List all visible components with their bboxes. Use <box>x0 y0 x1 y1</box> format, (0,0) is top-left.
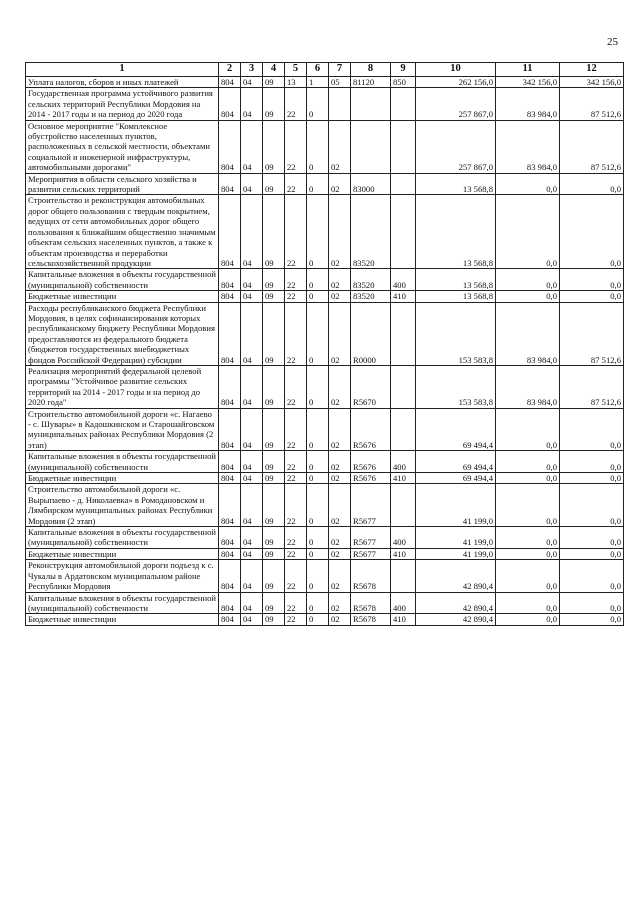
row-name-cell: Строительство автомобильной дороги «с. Вырыпаево - д. Николаевка» в Ромодановском и Лямбирском муниципальных районах Республики Мордовия (2 этап) <box>26 484 219 527</box>
expense-type-cell: 410 <box>391 548 416 559</box>
row-name-cell: Строительство и реконструкция автомобильных дорог общего пользования с твердым покрытием, ведущих от сети автомобильных дорог общего пользования к ближайшим общественно значимым объектам сельских населенных пунктов, а также к объектам производства и переработки сельскохозяйственной продукции <box>26 195 219 269</box>
activity-code-cell: 02 <box>329 560 351 592</box>
expense-type-cell <box>391 173 416 195</box>
amount-year3-cell: 87 512,6 <box>560 302 624 365</box>
subprogram-code-cell: 0 <box>307 473 329 484</box>
header-cell: 1 <box>26 63 219 77</box>
header-cell: 5 <box>285 63 307 77</box>
header-cell: 2 <box>219 63 241 77</box>
section-code-cell: 04 <box>241 173 263 195</box>
table-row <box>26 291 624 302</box>
header-cell: 11 <box>496 63 560 77</box>
row-name-cell: Капитальные вложения в объекты государственной (муниципальной) собственности <box>26 592 219 614</box>
table-row <box>26 451 624 473</box>
subsection-code-cell: 09 <box>263 560 285 592</box>
table-row <box>26 195 624 269</box>
activity-code-cell: 02 <box>329 120 351 173</box>
header-cell: 7 <box>329 63 351 77</box>
table-row <box>26 473 624 484</box>
section-code-cell: 04 <box>241 473 263 484</box>
section-code-cell: 04 <box>241 77 263 88</box>
row-name-cell: Бюджетные инвестиции <box>26 548 219 559</box>
amount-year3-cell: 87 512,6 <box>560 365 624 408</box>
activity-code-cell: 02 <box>329 365 351 408</box>
amount-year1-cell: 41 199,0 <box>416 548 496 559</box>
subprogram-code-cell: 0 <box>307 484 329 527</box>
amount-year1-cell: 257 867,0 <box>416 120 496 173</box>
table-row <box>26 560 624 592</box>
subsection-code-cell: 09 <box>263 473 285 484</box>
table-row <box>26 527 624 549</box>
program-code-cell: 22 <box>285 302 307 365</box>
program-code-cell: 22 <box>285 173 307 195</box>
ministry-code-cell: 804 <box>219 527 241 549</box>
amount-year2-cell: 0,0 <box>496 548 560 559</box>
amount-year1-cell: 42 890,4 <box>416 560 496 592</box>
subsection-code-cell: 09 <box>263 291 285 302</box>
ministry-code-cell: 804 <box>219 291 241 302</box>
ministry-code-cell: 804 <box>219 548 241 559</box>
amount-year3-cell: 0,0 <box>560 560 624 592</box>
header-cell: 12 <box>560 63 624 77</box>
subsection-code-cell: 09 <box>263 484 285 527</box>
header-cell: 8 <box>351 63 391 77</box>
activity-code-cell: 02 <box>329 269 351 291</box>
amount-year3-cell: 87 512,6 <box>560 88 624 120</box>
activity-code-cell: 02 <box>329 195 351 269</box>
expense-type-cell <box>391 120 416 173</box>
table-row <box>26 88 624 120</box>
activity-code-cell: 02 <box>329 592 351 614</box>
subprogram-code-cell: 0 <box>307 548 329 559</box>
amount-year1-cell: 13 568,8 <box>416 291 496 302</box>
program-code-cell: 22 <box>285 195 307 269</box>
program-code-cell: 22 <box>285 527 307 549</box>
section-code-cell: 04 <box>241 302 263 365</box>
ministry-code-cell: 804 <box>219 365 241 408</box>
amount-year1-cell: 13 568,8 <box>416 173 496 195</box>
subsection-code-cell: 09 <box>263 408 285 451</box>
header-cell: 9 <box>391 63 416 77</box>
section-code-cell: 04 <box>241 527 263 549</box>
amount-year1-cell: 262 156,0 <box>416 77 496 88</box>
amount-year3-cell: 0,0 <box>560 173 624 195</box>
direction-code-cell: R5677 <box>351 484 391 527</box>
table-row <box>26 365 624 408</box>
ministry-code-cell: 804 <box>219 451 241 473</box>
amount-year1-cell: 13 568,8 <box>416 269 496 291</box>
amount-year1-cell: 153 583,8 <box>416 365 496 408</box>
subsection-code-cell: 09 <box>263 173 285 195</box>
direction-code-cell: R0000 <box>351 302 391 365</box>
amount-year3-cell: 0,0 <box>560 451 624 473</box>
direction-code-cell: R5676 <box>351 473 391 484</box>
amount-year2-cell: 83 984,0 <box>496 120 560 173</box>
amount-year2-cell: 0,0 <box>496 451 560 473</box>
ministry-code-cell: 804 <box>219 614 241 625</box>
ministry-code-cell: 804 <box>219 484 241 527</box>
activity-code-cell: 02 <box>329 527 351 549</box>
expense-type-cell <box>391 195 416 269</box>
ministry-code-cell: 804 <box>219 592 241 614</box>
amount-year2-cell: 0,0 <box>496 527 560 549</box>
amount-year2-cell: 83 984,0 <box>496 302 560 365</box>
subprogram-code-cell: 0 <box>307 88 329 120</box>
amount-year1-cell: 42 890,4 <box>416 592 496 614</box>
program-code-cell: 22 <box>285 408 307 451</box>
row-name-cell: Капитальные вложения в объекты государственной (муниципальной) собственности <box>26 269 219 291</box>
activity-code-cell: 02 <box>329 614 351 625</box>
row-name-cell: Капитальные вложения в объекты государственной (муниципальной) собственности <box>26 451 219 473</box>
ministry-code-cell: 804 <box>219 120 241 173</box>
direction-code-cell: 83520 <box>351 269 391 291</box>
ministry-code-cell: 804 <box>219 88 241 120</box>
section-code-cell: 04 <box>241 484 263 527</box>
subsection-code-cell: 09 <box>263 77 285 88</box>
subsection-code-cell: 09 <box>263 269 285 291</box>
subprogram-code-cell: 0 <box>307 302 329 365</box>
program-code-cell: 13 <box>285 77 307 88</box>
program-code-cell: 22 <box>285 473 307 484</box>
amount-year2-cell: 0,0 <box>496 592 560 614</box>
ministry-code-cell: 804 <box>219 473 241 484</box>
amount-year3-cell: 0,0 <box>560 592 624 614</box>
section-code-cell: 04 <box>241 560 263 592</box>
ministry-code-cell: 804 <box>219 269 241 291</box>
amount-year3-cell: 342 156,0 <box>560 77 624 88</box>
amount-year1-cell: 153 583,8 <box>416 302 496 365</box>
amount-year1-cell: 257 867,0 <box>416 88 496 120</box>
expense-type-cell <box>391 408 416 451</box>
amount-year3-cell: 0,0 <box>560 269 624 291</box>
row-name-cell: Бюджетные инвестиции <box>26 291 219 302</box>
expense-type-cell <box>391 302 416 365</box>
program-code-cell: 22 <box>285 614 307 625</box>
expense-type-cell: 400 <box>391 592 416 614</box>
row-name-cell: Уплата налогов, сборов и иных платежей <box>26 77 219 88</box>
row-name-cell: Расходы республиканского бюджета Республики Мордовия, в целях софинансирования которых республиканскому бюджету Республики Мордовия предоставляются из федерального бюджета (бюджетов государственных внебюджетных фондов Российской Федерации) субсидии <box>26 302 219 365</box>
expense-type-cell: 410 <box>391 614 416 625</box>
activity-code-cell: 02 <box>329 302 351 365</box>
subprogram-code-cell: 0 <box>307 291 329 302</box>
subprogram-code-cell: 0 <box>307 451 329 473</box>
direction-code-cell: R5678 <box>351 592 391 614</box>
activity-code-cell <box>329 88 351 120</box>
amount-year2-cell: 0,0 <box>496 560 560 592</box>
expense-type-cell <box>391 484 416 527</box>
amount-year1-cell: 69 494,4 <box>416 408 496 451</box>
subsection-code-cell: 09 <box>263 120 285 173</box>
header-cell: 4 <box>263 63 285 77</box>
row-name-cell: Мероприятия в области сельского хозяйства и развития сельских территорий <box>26 173 219 195</box>
subprogram-code-cell: 0 <box>307 120 329 173</box>
expense-type-cell: 400 <box>391 451 416 473</box>
expense-type-cell <box>391 560 416 592</box>
table-header-row <box>26 63 624 77</box>
amount-year3-cell: 0,0 <box>560 614 624 625</box>
table-row <box>26 408 624 451</box>
direction-code-cell: R5670 <box>351 365 391 408</box>
section-code-cell: 04 <box>241 120 263 173</box>
table-row <box>26 77 624 88</box>
ministry-code-cell: 804 <box>219 77 241 88</box>
expense-type-cell <box>391 88 416 120</box>
subsection-code-cell: 09 <box>263 365 285 408</box>
direction-code-cell: R5677 <box>351 527 391 549</box>
subprogram-code-cell: 0 <box>307 269 329 291</box>
subsection-code-cell: 09 <box>263 614 285 625</box>
activity-code-cell: 02 <box>329 473 351 484</box>
subprogram-code-cell: 0 <box>307 527 329 549</box>
amount-year1-cell: 42 890,4 <box>416 614 496 625</box>
table-row <box>26 302 624 365</box>
table-row <box>26 614 624 625</box>
expense-type-cell <box>391 365 416 408</box>
amount-year3-cell: 0,0 <box>560 484 624 527</box>
direction-code-cell: 81120 <box>351 77 391 88</box>
amount-year1-cell: 13 568,8 <box>416 195 496 269</box>
amount-year2-cell: 0,0 <box>496 291 560 302</box>
row-name-cell: Строительство автомобильной дороги «с. Нагаево - с. Шувары» в Кадошкинском и Старошайговском муниципальных районах Республики Мордовия (2 этап) <box>26 408 219 451</box>
section-code-cell: 04 <box>241 592 263 614</box>
row-name-cell: Бюджетные инвестиции <box>26 473 219 484</box>
budget-table <box>25 62 624 626</box>
subsection-code-cell: 09 <box>263 195 285 269</box>
activity-code-cell: 02 <box>329 291 351 302</box>
amount-year2-cell: 342 156,0 <box>496 77 560 88</box>
activity-code-cell: 02 <box>329 548 351 559</box>
subsection-code-cell: 09 <box>263 548 285 559</box>
subsection-code-cell: 09 <box>263 88 285 120</box>
section-code-cell: 04 <box>241 408 263 451</box>
amount-year1-cell: 69 494,4 <box>416 473 496 484</box>
subprogram-code-cell: 0 <box>307 614 329 625</box>
table-row <box>26 592 624 614</box>
ministry-code-cell: 804 <box>219 408 241 451</box>
amount-year1-cell: 69 494,4 <box>416 451 496 473</box>
header-cell: 3 <box>241 63 263 77</box>
activity-code-cell: 02 <box>329 173 351 195</box>
expense-type-cell: 400 <box>391 269 416 291</box>
table-row <box>26 173 624 195</box>
row-name-cell: Бюджетные инвестиции <box>26 614 219 625</box>
amount-year1-cell: 41 199,0 <box>416 484 496 527</box>
section-code-cell: 04 <box>241 614 263 625</box>
subprogram-code-cell: 0 <box>307 365 329 408</box>
ministry-code-cell: 804 <box>219 195 241 269</box>
section-code-cell: 04 <box>241 291 263 302</box>
subprogram-code-cell: 0 <box>307 408 329 451</box>
direction-code-cell: R5676 <box>351 408 391 451</box>
amount-year2-cell: 83 984,0 <box>496 88 560 120</box>
ministry-code-cell: 804 <box>219 560 241 592</box>
subsection-code-cell: 09 <box>263 302 285 365</box>
ministry-code-cell: 804 <box>219 173 241 195</box>
program-code-cell: 22 <box>285 451 307 473</box>
section-code-cell: 04 <box>241 548 263 559</box>
program-code-cell: 22 <box>285 365 307 408</box>
direction-code-cell <box>351 120 391 173</box>
subprogram-code-cell: 0 <box>307 560 329 592</box>
activity-code-cell: 02 <box>329 408 351 451</box>
subprogram-code-cell: 0 <box>307 592 329 614</box>
program-code-cell: 22 <box>285 120 307 173</box>
row-name-cell: Капитальные вложения в объекты государственной (муниципальной) собственности <box>26 527 219 549</box>
table-row <box>26 120 624 173</box>
amount-year3-cell: 0,0 <box>560 291 624 302</box>
program-code-cell: 22 <box>285 592 307 614</box>
direction-code-cell <box>351 88 391 120</box>
amount-year2-cell: 0,0 <box>496 614 560 625</box>
header-cell: 10 <box>416 63 496 77</box>
program-code-cell: 22 <box>285 291 307 302</box>
subsection-code-cell: 09 <box>263 527 285 549</box>
amount-year2-cell: 83 984,0 <box>496 365 560 408</box>
amount-year2-cell: 0,0 <box>496 408 560 451</box>
row-name-cell: Государственная программа устойчивого развития сельских территорий Республики Мордовия на 2014 - 2017 годы и на период до 2020 года <box>26 88 219 120</box>
page-number: 25 <box>607 36 618 48</box>
amount-year2-cell: 0,0 <box>496 269 560 291</box>
program-code-cell: 22 <box>285 560 307 592</box>
table-row <box>26 269 624 291</box>
direction-code-cell: R5678 <box>351 614 391 625</box>
section-code-cell: 04 <box>241 88 263 120</box>
amount-year3-cell: 0,0 <box>560 195 624 269</box>
table-row <box>26 548 624 559</box>
program-code-cell: 22 <box>285 88 307 120</box>
subprogram-code-cell: 1 <box>307 77 329 88</box>
row-name-cell: Основное мероприятие "Комплексное обустройство населенных пунктов, расположенных в сельской местности, объектами социальной и инженерной инфраструктуры, автомобильными дорогами" <box>26 120 219 173</box>
amount-year3-cell: 87 512,6 <box>560 120 624 173</box>
expense-type-cell: 850 <box>391 77 416 88</box>
amount-year3-cell: 0,0 <box>560 527 624 549</box>
direction-code-cell: R5678 <box>351 560 391 592</box>
section-code-cell: 04 <box>241 195 263 269</box>
amount-year3-cell: 0,0 <box>560 548 624 559</box>
program-code-cell: 22 <box>285 548 307 559</box>
row-name-cell: Реконструкция автомобильной дороги подъезд к с. Чукалы в Ардатовском муниципальном районе Республики Мордовия <box>26 560 219 592</box>
direction-code-cell: R5677 <box>351 548 391 559</box>
subsection-code-cell: 09 <box>263 592 285 614</box>
subprogram-code-cell: 0 <box>307 173 329 195</box>
expense-type-cell: 410 <box>391 473 416 484</box>
activity-code-cell: 02 <box>329 484 351 527</box>
activity-code-cell: 05 <box>329 77 351 88</box>
header-cell: 6 <box>307 63 329 77</box>
ministry-code-cell: 804 <box>219 302 241 365</box>
section-code-cell: 04 <box>241 269 263 291</box>
expense-type-cell: 410 <box>391 291 416 302</box>
direction-code-cell: 83000 <box>351 173 391 195</box>
amount-year2-cell: 0,0 <box>496 484 560 527</box>
row-name-cell: Реализация мероприятий федеральной целевой программы "Устойчивое развитие сельских территорий на 2014 - 2017 годы и на период до 2020 года" <box>26 365 219 408</box>
program-code-cell: 22 <box>285 484 307 527</box>
section-code-cell: 04 <box>241 451 263 473</box>
section-code-cell: 04 <box>241 365 263 408</box>
program-code-cell: 22 <box>285 269 307 291</box>
table-row <box>26 484 624 527</box>
amount-year3-cell: 0,0 <box>560 473 624 484</box>
amount-year2-cell: 0,0 <box>496 473 560 484</box>
amount-year2-cell: 0,0 <box>496 195 560 269</box>
direction-code-cell: R5676 <box>351 451 391 473</box>
subprogram-code-cell: 0 <box>307 195 329 269</box>
expense-type-cell: 400 <box>391 527 416 549</box>
direction-code-cell: 83520 <box>351 291 391 302</box>
amount-year1-cell: 41 199,0 <box>416 527 496 549</box>
amount-year3-cell: 0,0 <box>560 408 624 451</box>
amount-year2-cell: 0,0 <box>496 173 560 195</box>
subsection-code-cell: 09 <box>263 451 285 473</box>
activity-code-cell: 02 <box>329 451 351 473</box>
direction-code-cell: 83520 <box>351 195 391 269</box>
